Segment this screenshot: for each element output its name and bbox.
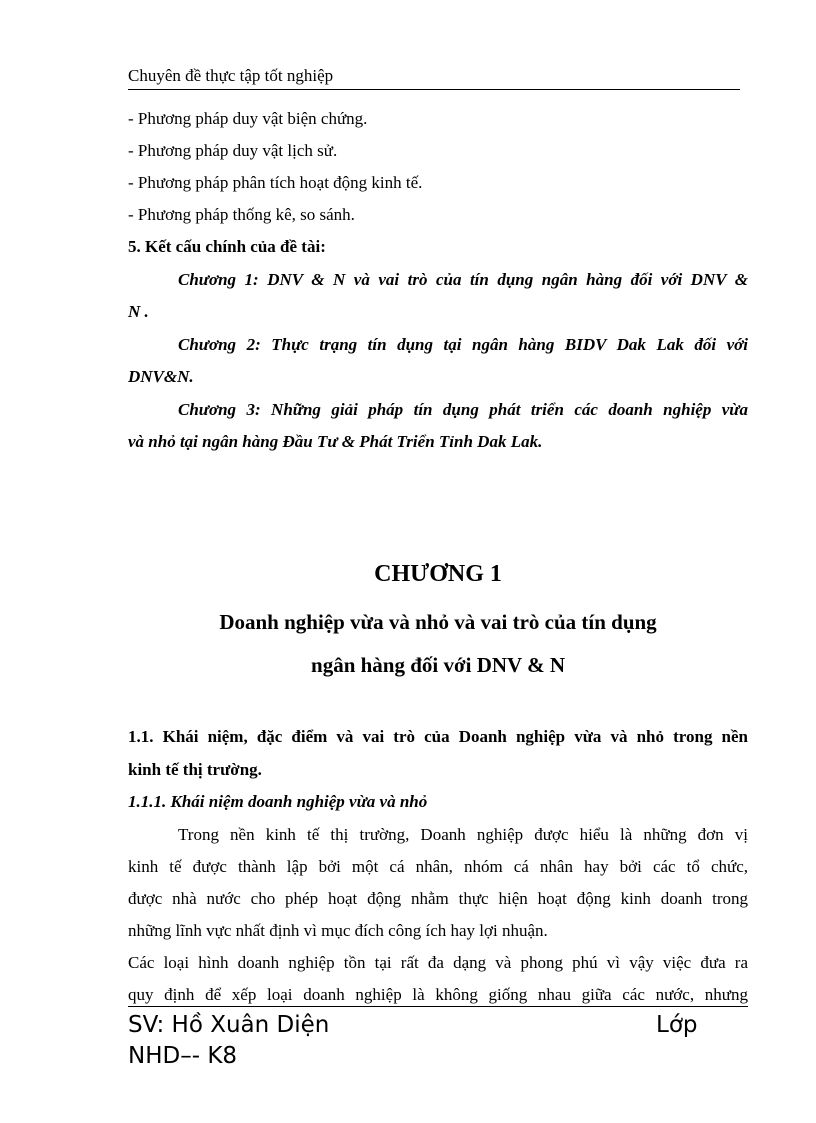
chapter-title: CHƯƠNG 1 bbox=[374, 561, 502, 587]
chapter3-summary-line1: Chương 3: Những giải pháp tín dụng phát triển các doanh nghiệp vừa bbox=[178, 400, 748, 419]
chapter2-summary-line2: DNV&N. bbox=[128, 367, 194, 386]
body-paragraph-line: được nhà nước cho phép hoạt động nhằm thực hiện hoạt động kinh doanh trong bbox=[128, 889, 748, 908]
method-item: - Phương pháp duy vật biện chứng. bbox=[128, 109, 368, 128]
chapter3-summary-line2: và nhỏ tại ngân hàng Đầu Tư & Phát Triển Tỉnh Dak Lak. bbox=[128, 432, 543, 451]
footer-student: SV: Hồ Xuân Diện bbox=[128, 1012, 330, 1038]
method-item: - Phương pháp duy vật lịch sử. bbox=[128, 141, 338, 160]
body-paragraph-line: kinh tế được thành lập bởi một cá nhân, nhóm cá nhân hay bởi các tổ chức, bbox=[128, 857, 748, 876]
section-heading-line2: kinh tế thị trường. bbox=[128, 760, 262, 779]
chapter1-summary-line2: N . bbox=[128, 302, 149, 321]
footer-class-label: Lớp bbox=[656, 1012, 698, 1038]
chapter1-summary-line1: Chương 1: DNV & N và vai trò của tín dụng ngân hàng đối với DNV & bbox=[178, 270, 748, 289]
page-header: Chuyên đề thực tập tốt nghiệp bbox=[128, 66, 740, 90]
section-heading-line1: 1.1. Khái niệm, đặc điểm và vai trò của Doanh nghiệp vừa và nhỏ trong nền bbox=[128, 727, 748, 746]
body-paragraph-line: những lĩnh vực nhất định vì mục đích công ích hay lợi nhuận. bbox=[128, 921, 548, 940]
footer-class-value: NHD–- K8 bbox=[128, 1043, 238, 1069]
chapter-subtitle-line1: Doanh nghiệp vừa và nhỏ và vai trò của tín dụng bbox=[219, 610, 657, 634]
method-item: - Phương pháp phân tích hoạt động kinh tế. bbox=[128, 173, 423, 192]
body-paragraph-line: quy định để xếp loại doanh nghiệp là không giống nhau giữa các nước, nhưng bbox=[128, 985, 748, 1004]
footer-divider bbox=[128, 1006, 748, 1007]
structure-heading: 5. Kết cấu chính của đề tài: bbox=[128, 237, 326, 256]
body-paragraph-line: Các loại hình doanh nghiệp tồn tại rất đa dạng và phong phú vì vậy việc đưa ra bbox=[128, 953, 748, 972]
method-item: - Phương pháp thống kê, so sánh. bbox=[128, 205, 355, 224]
body-paragraph-line: Trong nền kinh tế thị trường, Doanh nghiệp được hiểu là những đơn vị bbox=[178, 825, 748, 844]
chapter-subtitle-line2: ngân hàng đối với DNV & N bbox=[311, 653, 565, 677]
chapter2-summary-line1: Chương 2: Thực trạng tín dụng tại ngân hàng BIDV Dak Lak đối với bbox=[178, 335, 748, 354]
subsection-heading: 1.1.1. Khái niệm doanh nghiệp vừa và nhỏ bbox=[128, 792, 428, 811]
